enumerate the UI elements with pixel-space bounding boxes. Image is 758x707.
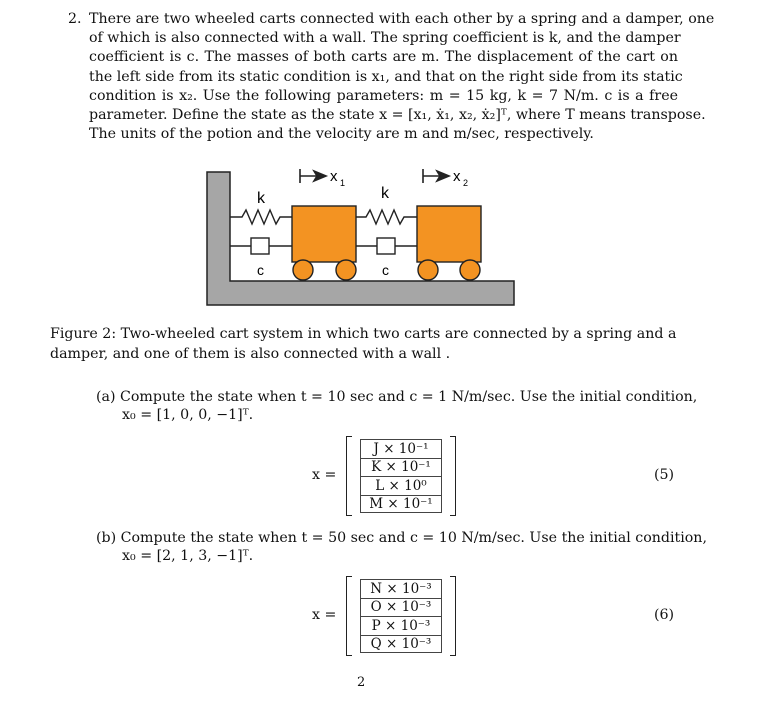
x2-label: x — [453, 168, 461, 185]
damper-1 — [230, 238, 292, 254]
matrix-cell: L × 10⁰ — [361, 477, 441, 496]
cart-2-wheel — [418, 260, 438, 280]
damper-2-label: c — [382, 262, 389, 278]
equation-number-5: (5) — [654, 467, 675, 483]
part-a-matrix — [346, 436, 456, 516]
part-a-question: (a) Compute the state when t = 10 sec and c = 1 N/m/sec. Use the initial condition, — [96, 389, 698, 405]
matrix-cell: Q × 10⁻³ — [370, 636, 432, 652]
cart-system-figure — [0, 0, 758, 320]
spring-1 — [230, 210, 292, 224]
problem-line: There are two wheeled carts connected with each other by a spring and a damper, one — [89, 11, 715, 27]
problem-line: the left side from its static condition is x₁, and that on the right side from its static — [89, 68, 683, 85]
problem-line: condition is x₂. Use the following parameters: m = 15 kg, k = 7 N/m. c is a free — [89, 87, 678, 104]
matrix-cell: M × 10⁻¹ — [369, 496, 433, 512]
spring-1-label: k — [257, 190, 265, 207]
cart-2-wheel — [460, 260, 480, 280]
damper-1-label: c — [257, 262, 264, 278]
part-b-lhs: x = — [312, 607, 337, 623]
part-b-question: (b) Compute the state when t = 50 sec and c = 10 N/m/sec. Use the initial condition, — [96, 530, 707, 546]
problem-number: 2. — [68, 11, 82, 27]
x1-label: x — [330, 168, 338, 185]
part-a-initial-condition: x₀ = [1, 0, 0, −1]ᵀ. — [122, 407, 254, 423]
matrix-cell: J × 10⁻¹ — [361, 440, 441, 459]
problem-line: coefficient is c. The masses of both carts are m. The displacement of the cart on — [89, 49, 678, 66]
x1-subscript: 1 — [340, 178, 346, 188]
cart-2 — [417, 206, 481, 262]
cart-1-wheel — [293, 260, 313, 280]
figure-caption — [50, 325, 675, 364]
part-b-initial-condition: x₀ = [2, 1, 3, −1]ᵀ. — [122, 548, 254, 564]
problem-line: of which is also connected with a wall. The spring coefficient is k, and the damper — [89, 30, 681, 47]
part-a-lhs: x = — [312, 467, 337, 483]
cart-1-wheel — [336, 260, 356, 280]
matrix-cell: K × 10⁻¹ — [361, 458, 441, 477]
matrix-cell: O × 10⁻³ — [361, 598, 441, 617]
caption-line: Figure 2: Two-wheeled cart system in which two carts are connected by a spring and a — [50, 326, 677, 342]
damper-2 — [356, 238, 417, 254]
part-b-matrix — [346, 576, 456, 656]
problem-line: parameter. Define the state as the state x = [x₁, ẋ₁, x₂, ẋ₂]ᵀ, where T means transpose. — [89, 107, 706, 124]
problem-line: The units of the potion and the velocity are m and m/sec, respectively. — [89, 126, 594, 143]
spring-2-label: k — [381, 185, 389, 202]
x1-arrow — [300, 169, 326, 183]
equation-number-6: (6) — [654, 607, 675, 623]
cart-1 — [292, 206, 356, 262]
caption-line: damper, and one of them is also connected with a wall . — [50, 345, 451, 362]
x2-arrow — [423, 169, 449, 183]
spring-2 — [356, 210, 417, 224]
x2-subscript: 2 — [463, 178, 469, 188]
matrix-cell: P × 10⁻³ — [361, 617, 441, 636]
page-number: 2 — [357, 675, 366, 690]
matrix-cell: N × 10⁻³ — [361, 580, 441, 599]
